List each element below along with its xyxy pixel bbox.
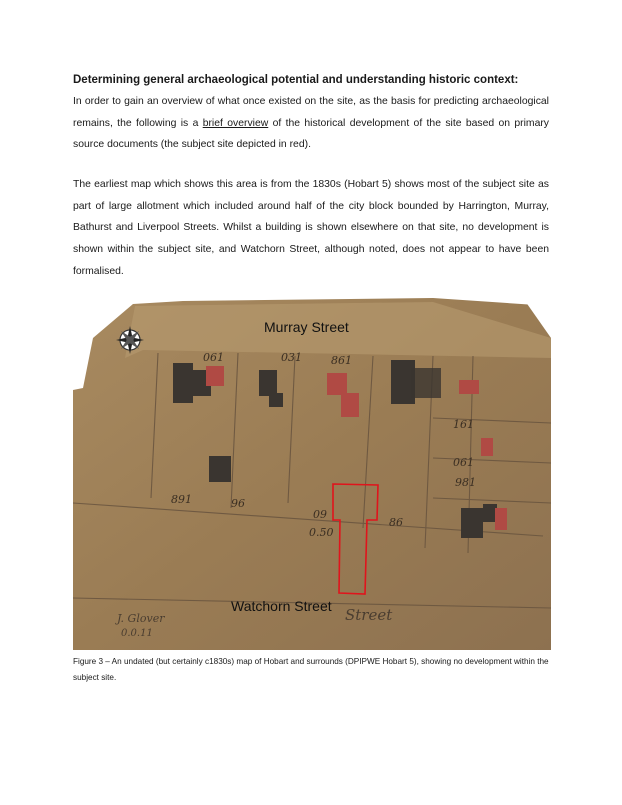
intro-text-start: In order to gain an overview of what once existed on the site, as the basis for predicting archaeological remains, the following is a (73, 96, 549, 129)
building-dark (209, 456, 231, 482)
building-dark (461, 508, 483, 538)
intro-text-end: of the historical development of the site based on primary source documents (the subject site depicted in red). (73, 117, 550, 151)
lot-number: 09 (313, 508, 327, 521)
map-owner-handwriting-2: 0.0.11 (121, 628, 153, 639)
building-dark (411, 368, 441, 398)
lot-number: 891 (171, 493, 192, 506)
building-red (481, 438, 493, 456)
historic-map-figure (73, 298, 551, 650)
building-dark (173, 363, 193, 403)
lot-number: 96 (231, 497, 245, 510)
lot-number: 86 (389, 516, 403, 529)
figure-caption: Figure 3 – An undated (but certainly c1830s) map of Hobart and surrounds (DPIPWE Hobart 5), showing no development within the subject site. (73, 657, 549, 682)
history-paragraph: The earliest map which shows this area is from the 1830s (Hobart 5) shows most of the subject site as part of large allotment which included around half of the city block bounded by Harrington, Murray, Bathurst and Liverpool Streets. Whilst a building is shown elsewhere on that site, no development is shown within the subject site, and Watchorn Street, although noted, does not appear to have been formalised. (73, 179, 549, 277)
lot-number: 0.50 (309, 526, 334, 539)
intro-paragraph (73, 91, 549, 156)
map-street-handwriting: Street (345, 606, 393, 624)
lot-number: 061 (453, 456, 474, 469)
lot-number: 981 (455, 476, 476, 489)
lot-number: 061 (203, 351, 224, 364)
building-red (459, 380, 479, 394)
lot-number: 161 (453, 418, 474, 431)
building-red (495, 508, 507, 530)
murray-street-label: Murray Street (264, 319, 349, 335)
brief-overview-link[interactable]: brief overview (202, 117, 269, 129)
building-dark (269, 393, 283, 407)
map-owner-handwriting: J. Glover (117, 612, 165, 625)
building-dark (259, 370, 277, 396)
historic-map (73, 298, 551, 650)
building-red (327, 373, 347, 395)
building-red (341, 393, 359, 417)
building-dark (483, 504, 497, 522)
lot-number: 031 (281, 351, 302, 364)
watchorn-street-label: Watchorn Street (231, 598, 332, 614)
building-red (206, 366, 224, 386)
section-heading: Determining general archaeological potential and understanding historic context: (73, 74, 519, 86)
lot-number: 861 (331, 354, 352, 367)
